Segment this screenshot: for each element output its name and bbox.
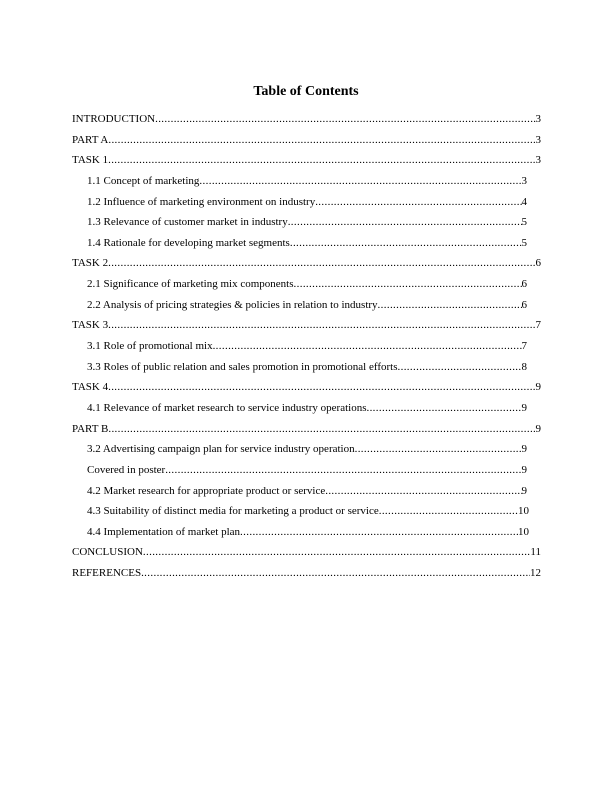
toc-entry-text: PART A [72,133,109,146]
toc-entry-text: 1.1 Concept of marketing [87,174,200,187]
dot-leader [108,257,535,269]
toc-entry-page: 5 [521,236,527,249]
toc-entry-task-4[interactable] [72,381,541,393]
toc-entry-page: 9 [521,443,527,456]
toc-entry-page: 6 [521,298,527,311]
dot-leader [288,216,522,228]
toc-entry-text: 4.1 Relevance of market research to service industry operations [87,401,367,414]
dot-leader [398,361,522,373]
toc-entry-page: 4 [521,195,527,208]
dot-leader [290,237,522,249]
toc-entry-page: 9 [535,422,541,435]
toc-entry-text: REFERENCES [72,567,142,580]
toc-entry-text: CONCLUSION [72,546,143,559]
toc-entry-text: 4.3 Suitability of distinct media for marketing a product or service [87,505,379,518]
toc-entry-page: 11 [530,546,541,559]
toc-entry-text: INTRODUCTION [72,113,156,125]
toc-entry-page: 9 [521,401,527,414]
toc-entry-1-2[interactable] [87,196,527,208]
toc-entry-2-1[interactable] [87,278,527,290]
toc-entry-page: 7 [535,319,541,332]
toc-entry-text: Covered in poster [87,463,166,476]
toc-entry-introduction[interactable] [72,113,541,125]
toc-entry-3-3[interactable] [87,361,527,373]
dot-leader [315,196,521,208]
toc-entry-page: 9 [521,463,527,476]
toc-entry-page: 9 [521,484,527,497]
toc-entry-text: 4.2 Market research for appropriate product or service [87,484,326,497]
toc-entry-task-3[interactable] [72,319,541,331]
toc-entry-text: TASK 3 [72,319,109,332]
toc-entry-text: 2.1 Significance of marketing mix components [87,278,294,291]
toc-entry-text: 3.3 Roles of public relation and sales promotion in promotional efforts [87,360,398,373]
dot-leader [379,505,518,517]
dot-leader [108,423,535,435]
toc-entry-3-1[interactable] [87,340,527,352]
toc-entry-text: TASK 2 [72,257,109,270]
toc-entry-text: 1.3 Relevance of customer market in industry [87,216,288,229]
toc-entry-4-2[interactable] [87,485,527,497]
toc-entry-text: 2.2 Analysis of pricing strategies & policies in relation to industry [87,298,378,311]
toc-entry-task-2[interactable] [72,257,541,269]
toc-entry-page: 10 [518,525,529,538]
toc-entry-3-2[interactable] [87,443,527,455]
dot-leader [141,567,530,579]
toc-entry-text: PART B [72,422,109,435]
toc-entry-1-4[interactable] [87,237,527,249]
toc-entry-page: 3 [521,174,527,187]
toc-entry-part-b[interactable] [72,423,541,435]
toc-entry-text: TASK 4 [72,381,109,394]
toc-entry-text: 3.2 Advertising campaign plan for service industry operation [87,443,355,456]
toc-entry-conclusion[interactable] [72,546,541,558]
dot-leader [143,546,531,558]
dot-leader [294,278,522,290]
toc-entry-4-3[interactable] [87,505,529,517]
toc-entry-page: 9 [535,381,541,394]
toc-entry-page: 5 [521,216,527,229]
toc-entry-text: 3.1 Role of promotional mix [87,340,213,353]
toc-entry-4-4[interactable] [87,526,529,538]
dot-leader [165,464,521,476]
toc-entry-1-1[interactable] [87,175,527,187]
toc-entry-text: 4.4 Implementation of market plan [87,525,241,538]
toc-list [72,113,542,588]
toc-entry-1-3[interactable] [87,216,527,228]
dot-leader [366,402,521,414]
dot-leader [325,485,521,497]
dot-leader [108,319,535,331]
toc-entry-references[interactable] [72,567,541,579]
toc-entry-page: 7 [521,340,527,353]
toc-entry-text: 1.2 Influence of marketing environment on industry [87,195,316,208]
dot-leader [108,134,535,146]
toc-entry-page: 8 [521,360,527,373]
toc-entry-page: 6 [521,278,527,291]
dot-leader [213,340,522,352]
toc-entry-page: 12 [530,567,541,580]
dot-leader [240,526,518,538]
toc-entry-task-1[interactable] [72,154,541,166]
toc-entry-4-1[interactable] [87,402,527,414]
dot-leader [155,113,535,125]
dot-leader [199,175,521,187]
dot-leader [108,154,535,166]
toc-entry-part-a[interactable] [72,134,541,146]
toc-entry-page: 3 [535,154,541,167]
toc-entry-page: 6 [535,257,541,270]
dot-leader [108,381,535,393]
toc-entry-text: 1.4 Rationale for developing market segments [87,236,290,249]
dot-leader [355,443,522,455]
toc-title: Table of Contents [253,84,359,99]
toc-entry-2-2[interactable] [87,299,527,311]
dot-leader [378,299,522,311]
toc-entry-page: 3 [535,113,541,125]
toc-entry-covered-in-poster[interactable] [87,464,527,476]
toc-entry-page: 3 [535,133,541,146]
toc-entry-page: 10 [518,505,529,518]
toc-entry-text: TASK 1 [72,154,109,167]
